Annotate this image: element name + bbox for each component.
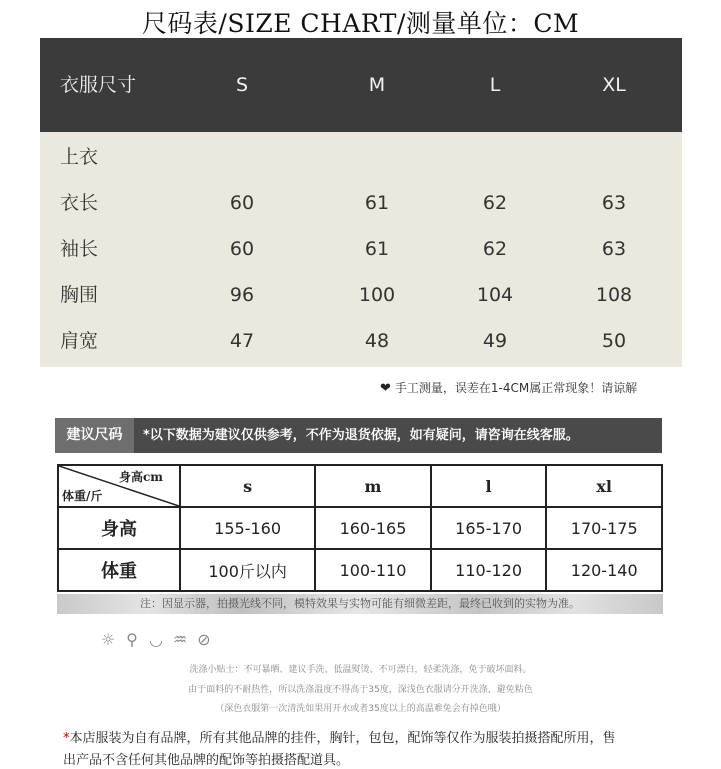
suggestion-tag: 建议尺码 <box>55 418 134 453</box>
size-chart-header <box>40 38 682 132</box>
table-cell: 48 <box>364 330 390 352</box>
measurement-note-text: 手工测量，误差在1-4CM属正常现象！请谅解 <box>394 381 638 395</box>
measurement-note <box>380 379 637 396</box>
suggestion-banner <box>55 418 662 453</box>
table-cell: 165-170 <box>431 507 547 549</box>
handwash-icon: ♒ <box>172 630 188 649</box>
iron-icon: ⊘ <box>197 630 211 649</box>
size-chart <box>40 38 682 367</box>
footer-line <box>63 727 616 746</box>
table-row <box>58 549 662 591</box>
table-row <box>40 134 682 180</box>
row-label: 衣长 <box>60 192 99 214</box>
table-row <box>40 318 682 364</box>
care-line: （深色衣服第一次清洗如果用开水或者35度以上的高温难免会有掉色哦） <box>215 704 506 714</box>
care-line: 洗涤小贴士：不可暴晒、建议手洗、低温熨烫、不可漂白，轻柔洗涤，免于破坏面料。 <box>189 665 532 675</box>
size-header: xl <box>546 465 662 507</box>
table-row <box>58 507 662 549</box>
table-cell: 100 <box>358 284 396 306</box>
disclaimer-banner: 注：因显示器，拍摄光线不同，模特效果与实物可能有细微差距，最终已收到的实物为准。 <box>57 594 663 614</box>
table-row <box>40 180 682 226</box>
size-header: m <box>315 465 431 507</box>
row-label: 胸围 <box>60 284 99 306</box>
corner-weight-label: 体重/斤 <box>62 489 103 503</box>
header-cell: L <box>489 74 501 96</box>
row-label: 上衣 <box>60 146 99 168</box>
sun-icon: ☼ <box>100 630 116 649</box>
table-cell: 60 <box>229 238 255 260</box>
table-cell: 49 <box>482 330 508 352</box>
header-cell: S <box>235 74 249 96</box>
table-cell: 62 <box>482 192 508 214</box>
row-label: 袖长 <box>60 238 99 260</box>
table-cell: 63 <box>601 192 627 214</box>
table-cell: 61 <box>364 238 390 260</box>
size-header: s <box>180 465 315 507</box>
table-cell: 104 <box>476 284 514 306</box>
shirt-icon: ⚲ <box>126 630 138 649</box>
table-cell: 61 <box>364 192 390 214</box>
table-cell: 100-110 <box>315 549 431 591</box>
size-chart-body <box>40 132 682 367</box>
header-cell: XL <box>602 74 626 96</box>
star-icon: * <box>63 731 70 746</box>
page-title: 尺码表/SIZE CHART/测量单位：CM <box>141 9 580 38</box>
row-label: 肩宽 <box>60 330 99 352</box>
table-row <box>58 465 662 507</box>
fit-table <box>57 464 663 592</box>
table-cell: 160-165 <box>315 507 431 549</box>
header-cell: 衣服尺寸 <box>60 74 137 96</box>
footer-line: 出产品不含任何其他品牌的配饰等拍摄搭配道具。 <box>63 753 350 768</box>
table-cell: 96 <box>229 284 255 306</box>
table-cell: 110-120 <box>431 549 547 591</box>
table-cell: 108 <box>595 284 633 306</box>
table-row <box>40 226 682 272</box>
row-label: 身高 <box>58 507 180 549</box>
table-row <box>40 272 682 318</box>
header-cell: M <box>368 74 386 96</box>
table-cell: 155-160 <box>180 507 315 549</box>
table-cell: 50 <box>601 330 627 352</box>
table-cell: 62 <box>482 238 508 260</box>
table-cell: 63 <box>601 238 627 260</box>
care-icons <box>97 630 237 650</box>
table-cell: 60 <box>229 192 255 214</box>
row-label: 体重 <box>58 549 180 591</box>
corner-cell <box>58 465 180 507</box>
footer-text: 本店服装为自有品牌，所有其他品牌的挂件，胸针，包包，配饰等仅作为服装拍摄搭配所用，售 <box>69 731 616 746</box>
corner-height-label: 身高cm <box>118 470 163 484</box>
table-cell: 47 <box>229 330 255 352</box>
suggestion-text: *以下数据为建议仅供参考，不作为退货依据，如有疑问，请咨询在线客服。 <box>143 428 579 443</box>
wash-icon: ◡ <box>149 630 163 649</box>
size-header: l <box>431 465 547 507</box>
care-line: 由于面料的不耐热性，所以洗涤温度不得高于35度，深浅色衣服请分开洗涤，避免粘色 <box>188 685 533 695</box>
table-cell: 170-175 <box>546 507 662 549</box>
heart-icon: ❤ <box>380 381 391 396</box>
table-cell: 120-140 <box>546 549 662 591</box>
table-cell: 100斤以内 <box>180 549 315 591</box>
